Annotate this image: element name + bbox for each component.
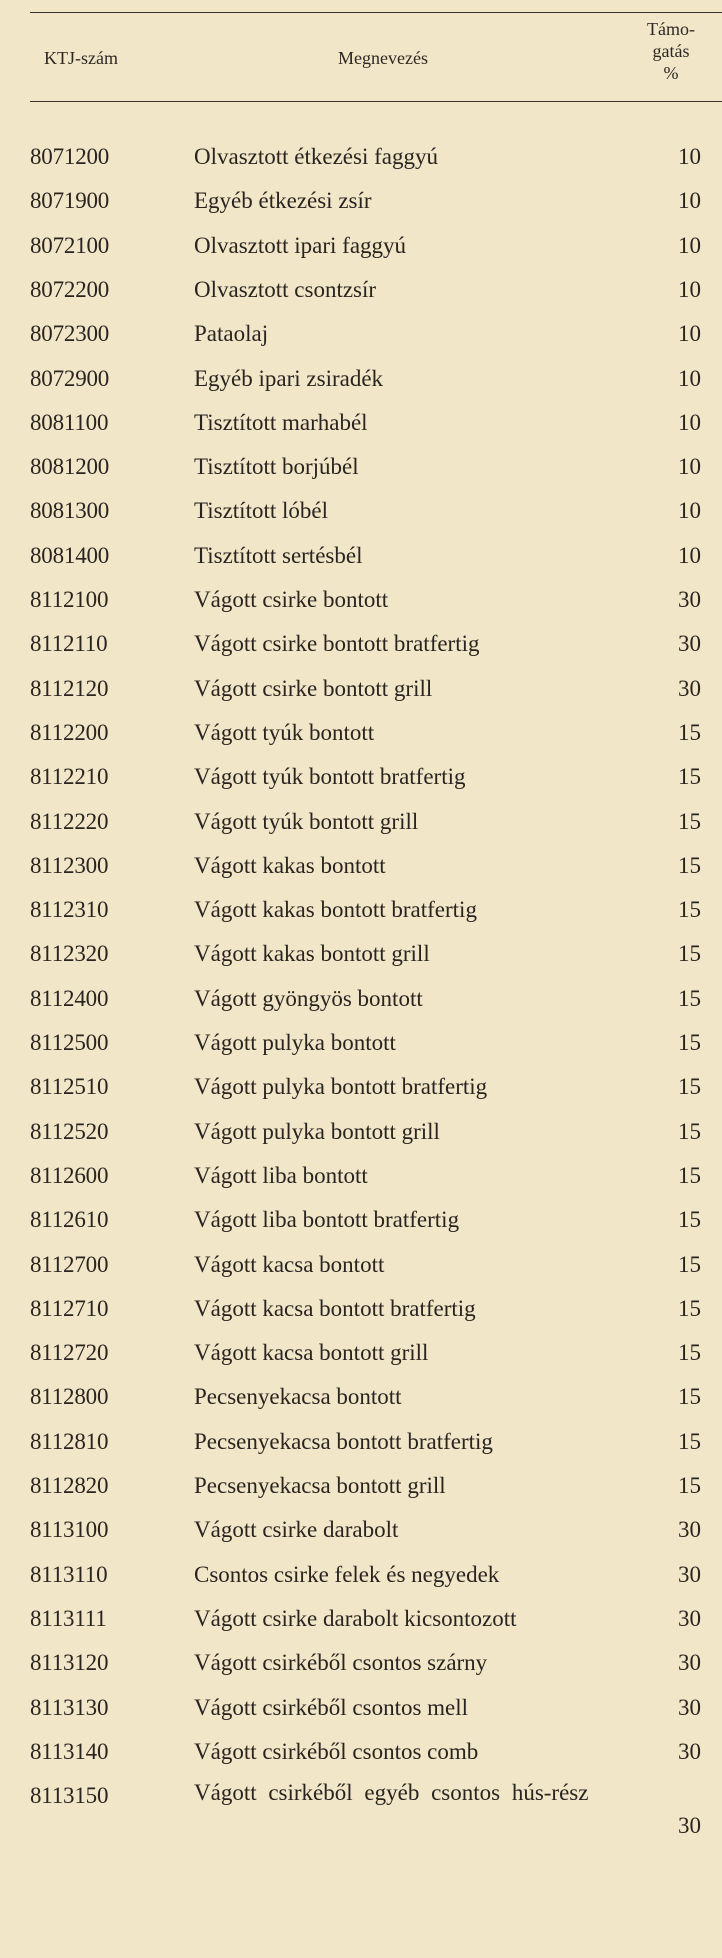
table-row	[0, 1465, 722, 1509]
table-row	[0, 535, 722, 579]
table-row	[0, 801, 722, 845]
row-support-percent: 30	[678, 1605, 701, 1631]
row-name: Olvasztott csontzsír	[194, 276, 377, 302]
row-code: 8071200	[30, 144, 110, 169]
row-name: Vágott kakas bontott bratfertig	[194, 897, 477, 923]
row-name: Olvasztott étkezési faggyú	[194, 144, 438, 169]
table-row	[0, 623, 722, 667]
row-name: Vágott kacsa bontott bratfertig	[194, 1295, 476, 1321]
table-row	[0, 446, 722, 490]
row-support-percent: 10	[678, 321, 701, 347]
row-code: 8112220	[30, 808, 109, 834]
table-top-rule	[30, 12, 722, 13]
row-name: Vágott csirke bontott	[194, 587, 389, 612]
row-support-percent: 30	[678, 1813, 701, 1839]
row-name: Vágott csirkéből egyéb csontos hús-rész	[194, 1780, 589, 1806]
row-name: Vágott kakas bontott	[194, 852, 386, 878]
row-name: Csontos csirke felek és negyedek	[194, 1561, 500, 1587]
row-name: Vágott liba bontott bratfertig	[194, 1207, 460, 1233]
table-row	[0, 225, 722, 269]
table-row	[0, 1244, 722, 1288]
row-name: Vágott gyöngyös bontott	[194, 985, 423, 1011]
row-code: 8112600	[30, 1162, 109, 1188]
row-code: 8113140	[30, 1738, 109, 1764]
row-name: Pecsenyekacsa bontott bratfertig	[194, 1428, 493, 1454]
row-support-percent: 30	[678, 587, 701, 612]
table-row	[0, 1421, 722, 1465]
row-code: 8081100	[30, 409, 109, 435]
row-support-percent: 15	[678, 941, 701, 967]
row-code: 8113130	[30, 1694, 109, 1720]
row-code: 8081400	[30, 542, 110, 568]
table-row	[0, 1731, 722, 1775]
row-name: Olvasztott ipari faggyú	[194, 232, 407, 258]
row-code: 8113120	[30, 1650, 109, 1676]
table-row	[0, 756, 722, 800]
row-support-percent: 15	[678, 1251, 701, 1277]
header-support	[640, 18, 702, 84]
row-name: Egyéb ipari zsiradék	[194, 365, 384, 391]
row-support-percent: 15	[678, 985, 701, 1011]
row-support-percent: 15	[678, 1473, 701, 1498]
row-code: 8072200	[30, 276, 110, 302]
table-row	[0, 269, 722, 313]
table-row	[0, 579, 722, 623]
table-row	[0, 933, 722, 977]
row-support-percent: 15	[678, 1295, 701, 1321]
row-name: Pataolaj	[194, 321, 269, 347]
row-code: 8112820	[30, 1473, 109, 1498]
table-row	[0, 136, 722, 180]
row-code: 8072300	[30, 321, 110, 347]
row-support-percent: 15	[678, 1207, 701, 1233]
row-code: 8113100	[30, 1517, 109, 1543]
table-row	[0, 1022, 722, 1066]
table-row	[0, 1775, 722, 1839]
row-code: 8112100	[30, 587, 109, 612]
row-support-percent: 10	[678, 365, 701, 391]
row-code: 8113110	[30, 1561, 108, 1587]
row-name: Vágott pulyka bontott bratfertig	[194, 1074, 488, 1100]
table-row	[0, 1554, 722, 1598]
row-code: 8072100	[30, 232, 110, 258]
table-row	[0, 1509, 722, 1553]
row-name: Tisztított borjúbél	[194, 454, 359, 480]
table-row	[0, 1598, 722, 1642]
row-name: Pecsenyekacsa bontott grill	[194, 1473, 446, 1498]
row-name: Vágott csirke bontott grill	[194, 675, 433, 701]
row-support-percent: 30	[678, 675, 701, 701]
row-name: Vágott csirkéből csontos comb	[194, 1738, 479, 1764]
row-support-percent: 10	[678, 188, 701, 214]
header-support-line3: %	[663, 63, 679, 83]
row-support-percent: 15	[678, 1384, 701, 1410]
row-name: Vágott pulyka bontott grill	[194, 1118, 440, 1144]
row-support-percent: 10	[678, 232, 701, 258]
table-row	[0, 978, 722, 1022]
table-row	[0, 668, 722, 712]
table-row	[0, 1687, 722, 1731]
row-code: 8072900	[30, 365, 110, 391]
row-name: Vágott csirke bontott bratfertig	[194, 631, 480, 657]
row-support-percent: 10	[678, 498, 701, 524]
row-support-percent: 30	[678, 1517, 701, 1543]
table-row	[0, 1155, 722, 1199]
row-code: 8112720	[30, 1340, 109, 1366]
row-name: Vágott pulyka bontott	[194, 1030, 396, 1055]
row-name: Tisztított sertésbél	[194, 542, 363, 568]
row-code: 8071900	[30, 188, 110, 214]
row-name: Vágott kakas bontott grill	[194, 941, 430, 967]
table-row	[0, 313, 722, 357]
row-code: 8112310	[30, 897, 109, 923]
row-name: Pecsenyekacsa bontott	[194, 1384, 402, 1410]
header-name: Megnevezés	[338, 48, 428, 68]
table-row	[0, 1111, 722, 1155]
table-row	[0, 490, 722, 534]
row-support-percent: 15	[678, 1162, 701, 1188]
row-name: Vágott liba bontott	[194, 1162, 368, 1188]
row-code: 8112610	[30, 1207, 109, 1233]
row-code: 8112520	[30, 1118, 109, 1144]
row-code: 8113150	[30, 1783, 109, 1809]
row-support-percent: 30	[678, 1650, 701, 1676]
row-code: 8081200	[30, 454, 110, 480]
table-row	[0, 402, 722, 446]
row-support-percent: 30	[678, 1561, 701, 1587]
row-code: 8112710	[30, 1295, 109, 1321]
row-code: 8112200	[30, 719, 109, 745]
row-code: 8112120	[30, 675, 109, 701]
table-row	[0, 180, 722, 224]
row-code: 8112800	[30, 1384, 109, 1410]
row-support-percent: 15	[678, 1340, 701, 1366]
row-code: 8113111	[30, 1605, 107, 1631]
row-code: 8112400	[30, 985, 109, 1011]
table-row	[0, 845, 722, 889]
row-name: Vágott csirke darabolt kicsontozott	[194, 1605, 517, 1631]
row-code: 8112110	[30, 631, 108, 657]
row-support-percent: 10	[678, 542, 701, 568]
row-name: Tisztított marhabél	[194, 409, 368, 435]
row-support-percent: 15	[678, 1030, 701, 1055]
row-code: 8112510	[30, 1074, 109, 1100]
table-row	[0, 889, 722, 933]
table-row	[0, 1288, 722, 1332]
row-code: 8112320	[30, 941, 109, 967]
header-code: KTJ-szám	[44, 48, 118, 68]
row-support-percent: 30	[678, 1694, 701, 1720]
row-name: Vágott tyúk bontott grill	[194, 808, 419, 834]
row-code: 8112210	[30, 764, 109, 790]
row-name: Vágott tyúk bontott	[194, 719, 375, 745]
row-name: Vágott tyúk bontott bratfertig	[194, 764, 466, 790]
header-bottom-rule	[30, 101, 722, 102]
table-row	[0, 1642, 722, 1686]
row-code: 8081300	[30, 498, 110, 524]
row-support-percent: 15	[678, 1074, 701, 1100]
row-support-percent: 30	[678, 1738, 701, 1764]
header-support-line1: Támo-	[647, 19, 695, 39]
row-support-percent: 15	[678, 852, 701, 878]
row-support-percent: 15	[678, 1118, 701, 1144]
row-support-percent: 15	[678, 764, 701, 790]
header-support-line2: gatás	[652, 41, 690, 61]
row-name: Egyéb étkezési zsír	[194, 188, 372, 214]
row-name: Vágott csirke darabolt	[194, 1517, 399, 1543]
table-row	[0, 1332, 722, 1376]
table-row	[0, 358, 722, 402]
table-row	[0, 1066, 722, 1110]
row-support-percent: 10	[678, 454, 701, 480]
row-support-percent: 15	[678, 897, 701, 923]
row-support-percent: 10	[678, 276, 701, 302]
row-support-percent: 10	[678, 144, 701, 169]
row-name: Vágott csirkéből csontos mell	[194, 1694, 469, 1720]
row-code: 8112700	[30, 1251, 109, 1277]
table-row	[0, 712, 722, 756]
table-row	[0, 1376, 722, 1420]
row-name: Tisztított lóbél	[194, 498, 328, 524]
row-name: Vágott kacsa bontott	[194, 1251, 385, 1277]
table-row	[0, 1199, 722, 1243]
row-name: Vágott csirkéből csontos szárny	[194, 1650, 488, 1676]
row-support-percent: 10	[678, 409, 701, 435]
row-code: 8112300	[30, 852, 109, 878]
row-code: 8112810	[30, 1428, 109, 1454]
row-name: Vágott kacsa bontott grill	[194, 1340, 429, 1366]
row-support-percent: 15	[678, 719, 701, 745]
row-support-percent: 15	[678, 808, 701, 834]
row-support-percent: 30	[678, 631, 701, 657]
row-code: 8112500	[30, 1030, 109, 1055]
row-support-percent: 15	[678, 1428, 701, 1454]
